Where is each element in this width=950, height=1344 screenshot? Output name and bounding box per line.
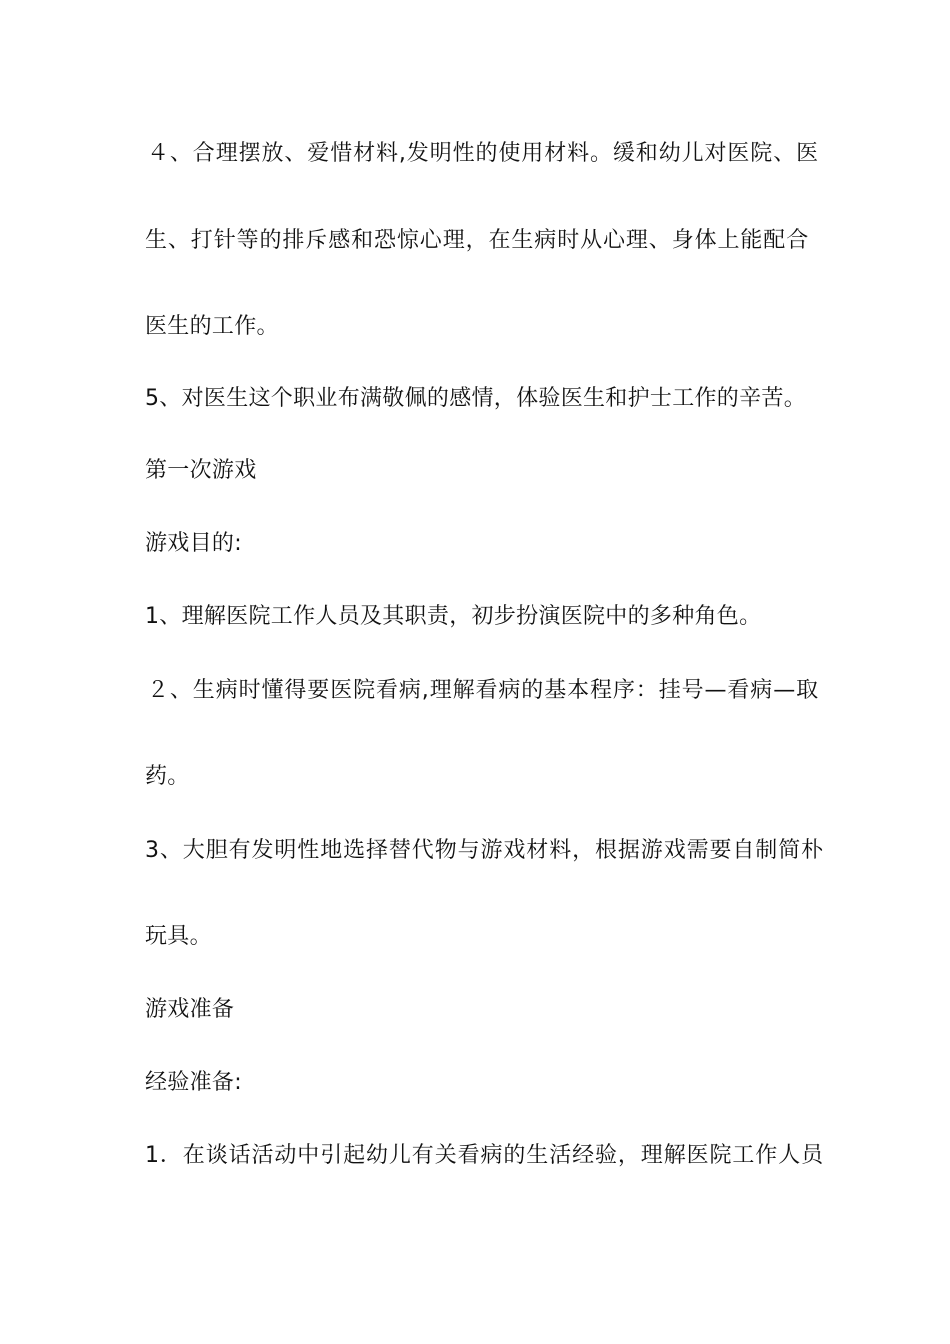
- section-heading-game-prep: 游戏准备: [145, 997, 235, 1022]
- paragraph-item-5: 5、对医生这个职业布满敬佩的感情，体验医生和护士工作的辛苦。: [145, 386, 806, 411]
- goal-item-1: 1、理解医院工作人员及其职责，初步扮演医院中的多种角色。: [145, 604, 762, 629]
- paragraph-item-4-line-2: 生、打针等的排斥感和恐惊心理，在生病时从心理、身体上能配合: [145, 228, 810, 253]
- subheading-game-goals: 游戏目的:: [145, 531, 242, 556]
- prep-item-1: 1．在谈话活动中引起幼儿有关看病的生活经验，理解医院工作人员: [145, 1143, 824, 1168]
- goal-item-2-line-2: 药。: [145, 764, 190, 789]
- goal-item-3-line-2: 玩具。: [145, 924, 212, 949]
- paragraph-item-4-line-1: ４、合理摆放、爱惜材料,发明性的使用材料。缓和幼儿对医院、医: [147, 141, 819, 166]
- subheading-experience-prep: 经验准备:: [145, 1070, 242, 1095]
- section-heading-first-game: 第一次游戏: [145, 458, 257, 483]
- goal-item-3-line-1: 3、大胆有发明性地选择替代物与游戏材料，根据游戏需要自制简朴: [145, 838, 824, 863]
- paragraph-item-4-line-3: 医生的工作。: [145, 314, 279, 339]
- goal-item-2-line-1: ２、生病时懂得要医院看病,理解看病的基本程序：挂号—看病—取: [147, 678, 819, 703]
